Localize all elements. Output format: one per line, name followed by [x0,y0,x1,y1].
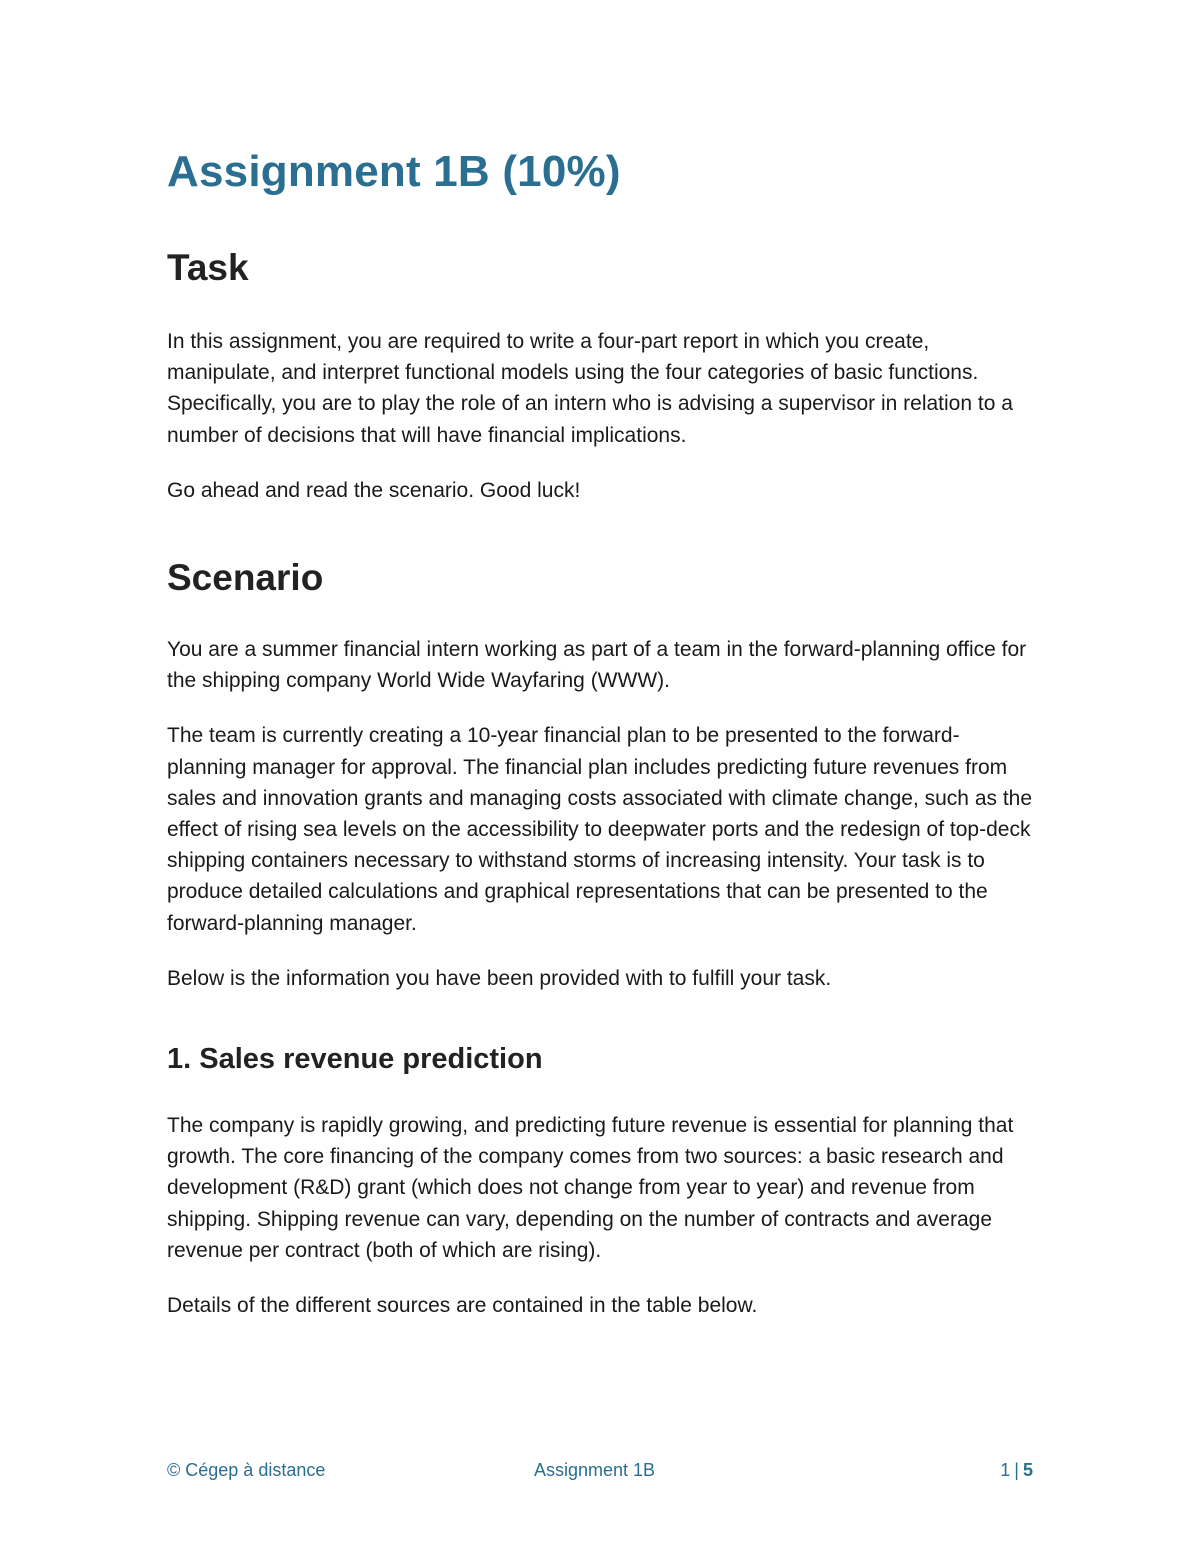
task-paragraph: Go ahead and read the scenario. Good luck! [167,478,581,502]
page-current: 1 [1000,1460,1011,1480]
document-body [167,140,1037,1321]
task-paragraph: In this assignment, you are required to write a four-part report in which you create, manipulate, and interpret functional models using the four categories of basic functions. Specifically, you are to play the role of an intern who is advising a supervisor in relation to a number of decisions that will have financial implications. [167,330,1013,447]
scenario-paragraph: Below is the information you have been provided with to fulfill your task. [167,966,832,990]
page-number [1000,1460,1033,1481]
page-separator: | [1014,1460,1019,1480]
scenario-paragraph: You are a summer financial intern working as part of a team in the forward-planning office for the shipping company World Wide Wayfaring (WWW). [167,638,1027,693]
page-footer [167,1460,1033,1484]
sales-paragraph: Details of the different sources are contained in the table below. [167,1294,758,1318]
sales-heading: 1. Sales revenue prediction [167,1043,543,1076]
page-total: 5 [1022,1460,1033,1480]
task-heading: Task [167,247,249,288]
page-title: Assignment 1B (10%) [167,147,621,196]
footer-copyright: © Cégep à distance [167,1460,326,1480]
footer-document-name: Assignment 1B [534,1460,656,1480]
scenario-paragraph: The team is currently creating a 10-year financial plan to be presented to the forward-planning manager for approval. The financial plan includes predicting future revenues from sales and innovation grants and managing costs associated with climate change, such as the effect of rising sea levels on the accessibility to deepwater ports and the redesign of top-deck shipping containers necessary to withstand storms of increasing intensity. Your task is to produce detailed calculations and graphical representations that can be presented to the forward-planning manager. [167,724,1033,935]
scenario-heading: Scenario [167,557,324,599]
sales-paragraph: The company is rapidly growing, and predicting future revenue is essential for planning that growth. The core financing of the company comes from two sources: a basic research and development (R&D) grant (which does not change from year to year) and revenue from shipping. Shipping revenue can vary, depending on the number of contracts and average revenue per contract (both of which are rising). [167,1114,1014,1262]
